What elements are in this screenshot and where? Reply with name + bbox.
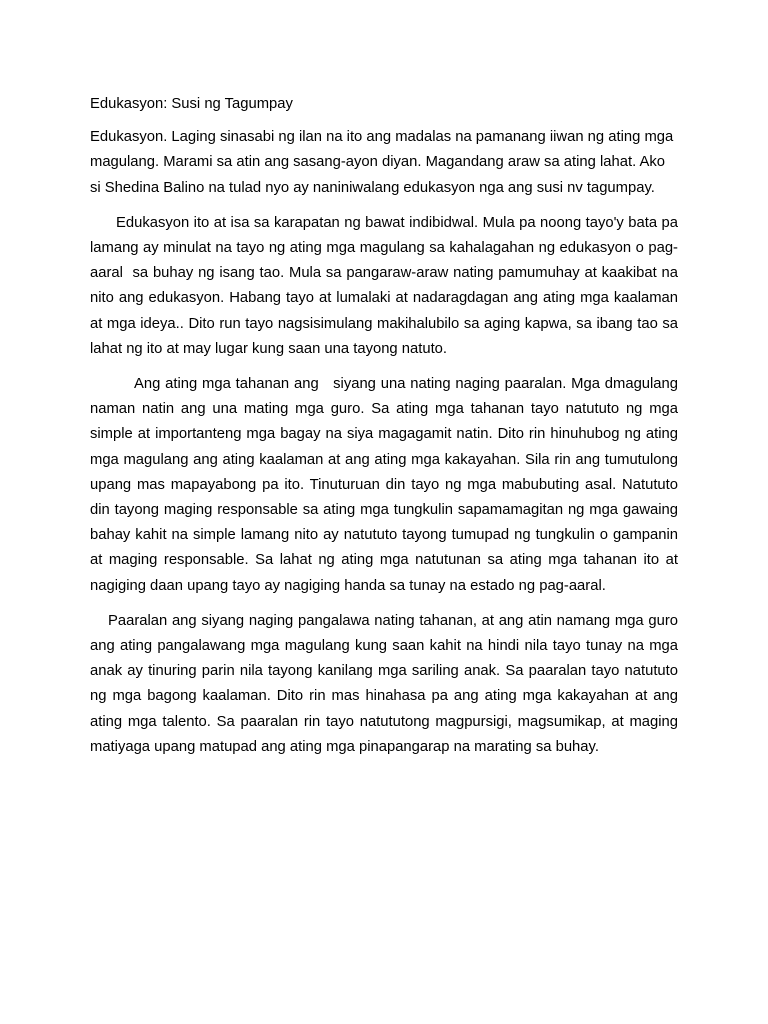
paragraph-1: Edukasyon. Laging sinasabi ng ilan na ito ang madalas na pamanang iiwan ng ating mga magulang. Marami sa atin ang sasang-ayon diyan. Magandang araw sa ating lahat. Ako si Shedina Balino na tulad nyo ay naniniwalang edukasyon nga ang susi nv tagumpay. [90,129,678,196]
document-title: Edukasyon: Susi ng Tagumpay [90,96,293,112]
document-body [90,92,683,770]
paragraph-4: Paaralan ang siyang naging pangalawa nating tahanan, at ang atin namang mga guro ang ating pangalawang mga magulang kung saan kahit na hindi nila tayo tunay na mga anak ay tinuring parin nila tayong kanilang mga sariling anak. Sa paaralan tayo natututo ng mga bagong kaalaman. Dito rin mas hinahasa pa ang ating mga kakayahan at ang ating mga talento. Sa paaralan rin tayo natututong magpursigi, magsumikap, at maging matiyaga upang matupad ang ating mga pinapangarap na marating sa buhay. [90,612,683,755]
paragraph-2: Edukasyon ito at isa sa karapatan ng bawat indibidwal. Mula pa noong tayo'y bata pa lamang ay minulat na tayo ng ating mga magulang sa kahalagahan ng edukasyon o pag-aaral sa buhay ng isang tao. Mula sa pangaraw-araw nating pamumuhay at kaakibat na nito ang edukasyon. Habang tayo at lumalaki at nadaragdagan ang ating mga kaalaman at mga ideya.. Dito run tayo nagsisimulang makihalubilo sa aging kapwa, sa ibang tao sa lahat ng ito at may lugar kung saan una tayong natuto. [90,214,683,357]
paragraph-3: Ang ating mga tahanan ang siyang una nating naging paaralan. Mga dmagulang naman natin ang una mating mga guro. Sa ating mga tahanan tayo natututo ng mga simple at importanteng mga bagay na siya magagamit natin. Dito rin hinuhubog ng ating mga magulang ang ating kaalaman at ang ating mga kakayahan. Sila rin ang tumutulong upang mas mapayabong pa ito. Tinuturuan din tayo ng mga mabubuting asal. Natututo din tayong maging responsable sa ating mga tungkulin sapamamagitan ng mga gawaing bahay kahit na simple lamang nito ay natututo tayong tumupad ng tungkulin o gampanin at maging responsable. Sa lahat ng ating mga natutunan sa ating mga tahanan ito at nagiging daan upang tayo ay nagiging handa sa tunay na estado ng pag-aaral. [90,376,683,594]
